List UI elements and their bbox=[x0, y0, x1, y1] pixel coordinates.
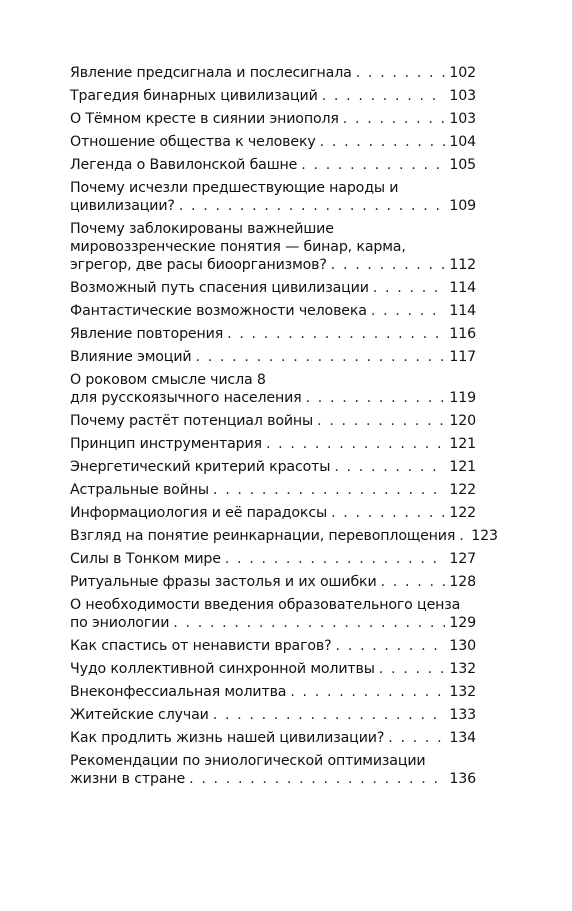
toc-entry-line bbox=[70, 527, 498, 545]
toc-entry-line bbox=[70, 412, 476, 430]
toc-page-number: 130 bbox=[449, 638, 476, 654]
toc-entry-title: Почему исчезли предшествующие народы и bbox=[70, 180, 399, 196]
toc-entry-title: жизни в стране bbox=[70, 771, 186, 787]
toc-entry-line bbox=[70, 573, 476, 591]
dot-leader bbox=[322, 87, 446, 105]
toc-entry-line bbox=[70, 133, 476, 151]
toc-entry-line bbox=[70, 389, 476, 407]
toc-entry-title: Отношение общества к человеку bbox=[70, 134, 316, 150]
toc-entry-title: Легенда о Вавилонской башне bbox=[70, 157, 298, 173]
toc-page-number: 122 bbox=[449, 505, 476, 521]
toc-entry bbox=[70, 550, 476, 568]
toc-entry-title: Информациология и её парадоксы bbox=[70, 505, 328, 521]
toc-entry-line bbox=[70, 279, 476, 297]
toc-entry-title: Возможный путь спасения цивилизации bbox=[70, 280, 369, 296]
toc-entry-title: Рекомендации по эниологической оптимизации bbox=[70, 753, 426, 769]
toc-entry-line bbox=[70, 637, 476, 655]
toc-entry-title: Принцип инструментария bbox=[70, 436, 262, 452]
dot-leader bbox=[320, 133, 446, 151]
toc-entry-title: Силы в Тонком мире bbox=[70, 551, 221, 567]
toc-entry-line bbox=[70, 156, 476, 174]
dot-leader bbox=[371, 302, 446, 320]
toc-entry-title: эгрегор, две расы биоорганизмов? bbox=[70, 257, 327, 273]
toc-entry-title: Внеконфессиальная молитва bbox=[70, 684, 287, 700]
toc-entry bbox=[70, 683, 476, 701]
toc-page-number: 129 bbox=[449, 615, 476, 631]
toc-page-number: 116 bbox=[449, 326, 476, 342]
toc-entry-title: мировоззренческие понятия — бинар, карма, bbox=[70, 239, 406, 255]
dot-leader bbox=[343, 110, 446, 128]
toc-entry-title: О Тёмном кресте в сиянии эниополя bbox=[70, 111, 339, 127]
toc-entry-line bbox=[70, 371, 476, 389]
toc-entry-line bbox=[70, 770, 476, 788]
toc-page-number: 102 bbox=[449, 65, 476, 81]
toc-entry bbox=[70, 660, 476, 678]
toc-entry bbox=[70, 706, 476, 724]
table-of-contents bbox=[70, 64, 498, 788]
dot-leader bbox=[306, 389, 446, 407]
toc-entry bbox=[70, 481, 476, 499]
toc-page-number: 114 bbox=[449, 303, 476, 319]
dot-leader bbox=[381, 573, 446, 591]
toc-entry-line bbox=[70, 550, 476, 568]
dot-leader bbox=[213, 481, 445, 499]
dot-leader bbox=[336, 637, 446, 655]
toc-entry-title: Чудо коллективной синхронной молитвы bbox=[70, 661, 375, 677]
toc-entry-title: Почему растёт потенциал войны bbox=[70, 413, 314, 429]
toc-entry bbox=[70, 412, 476, 430]
toc-entry-title: Почему заблокированы важнейшие bbox=[70, 221, 334, 237]
toc-entry-line bbox=[70, 660, 476, 678]
toc-entry bbox=[70, 752, 476, 788]
toc-entry-line bbox=[70, 325, 476, 343]
dot-leader bbox=[317, 412, 445, 430]
toc-entry bbox=[70, 596, 476, 632]
toc-entry-title: Явление повторения bbox=[70, 326, 224, 342]
toc-page-number: 133 bbox=[449, 707, 476, 723]
toc-entry bbox=[70, 729, 476, 747]
toc-page-number: 114 bbox=[449, 280, 476, 296]
toc-page-number: 103 bbox=[449, 111, 476, 127]
toc-page-number: 132 bbox=[449, 684, 476, 700]
toc-entry bbox=[70, 527, 498, 545]
dot-leader bbox=[388, 729, 445, 747]
toc-page-number: 132 bbox=[449, 661, 476, 677]
toc-page-number: 123 bbox=[471, 528, 498, 544]
dot-leader bbox=[459, 527, 467, 545]
dot-leader bbox=[195, 348, 445, 366]
toc-page-number: 109 bbox=[449, 198, 476, 214]
toc-page-number: 120 bbox=[449, 413, 476, 429]
dot-leader bbox=[266, 435, 445, 453]
toc-page-number: 104 bbox=[449, 134, 476, 150]
toc-entry-line bbox=[70, 729, 476, 747]
toc-entry-title: цивилизации? bbox=[70, 198, 175, 214]
dot-leader bbox=[225, 550, 446, 568]
toc-entry bbox=[70, 637, 476, 655]
toc-entry-line bbox=[70, 256, 476, 274]
toc-entry-line bbox=[70, 596, 476, 614]
toc-entry bbox=[70, 504, 476, 522]
toc-entry bbox=[70, 302, 476, 320]
dot-leader bbox=[331, 504, 445, 522]
toc-entry-line bbox=[70, 614, 476, 632]
toc-entry-title: Ритуальные фразы застолья и их ошибки bbox=[70, 574, 377, 590]
toc-page-number: 112 bbox=[449, 257, 476, 273]
dot-leader bbox=[290, 683, 445, 701]
toc-entry-line bbox=[70, 220, 476, 238]
toc-entry-line bbox=[70, 752, 476, 770]
toc-page-number: 136 bbox=[449, 771, 476, 787]
toc-entry-title: О роковом смысле числа 8 bbox=[70, 372, 266, 388]
toc-page-number: 134 bbox=[449, 730, 476, 746]
dot-leader bbox=[179, 197, 446, 215]
toc-entry bbox=[70, 325, 476, 343]
toc-entry bbox=[70, 220, 476, 274]
toc-entry-title: Энергетический критерий красоты bbox=[70, 459, 331, 475]
dot-leader bbox=[301, 156, 445, 174]
toc-entry-title: Фантастические возможности человека bbox=[70, 303, 367, 319]
toc-entry-title: Как спастись от ненависти врагов? bbox=[70, 638, 332, 654]
toc-entry-line bbox=[70, 435, 476, 453]
dot-leader bbox=[189, 770, 445, 788]
toc-entry-line bbox=[70, 504, 476, 522]
dot-leader bbox=[331, 256, 446, 274]
toc-entry-title: Влияние эмоций bbox=[70, 349, 192, 365]
toc-page-number: 127 bbox=[449, 551, 476, 567]
dot-leader bbox=[379, 660, 446, 678]
toc-page-number: 117 bbox=[449, 349, 476, 365]
dot-leader bbox=[173, 614, 445, 632]
toc-entry bbox=[70, 573, 476, 591]
toc-entry-line bbox=[70, 87, 476, 105]
toc-page-number: 128 bbox=[449, 574, 476, 590]
toc-page-number: 105 bbox=[449, 157, 476, 173]
dot-leader bbox=[373, 279, 446, 297]
dot-leader bbox=[227, 325, 445, 343]
toc-entry bbox=[70, 458, 476, 476]
toc-entry bbox=[70, 87, 476, 105]
toc-entry-title: О необходимости введения образовательного ценза bbox=[70, 597, 461, 613]
toc-page-number: 103 bbox=[449, 88, 476, 104]
toc-entry bbox=[70, 64, 476, 82]
toc-entry-line bbox=[70, 64, 476, 82]
toc-entry-title: Как продлить жизнь нашей цивилизации? bbox=[70, 730, 385, 746]
toc-entry bbox=[70, 179, 476, 215]
toc-entry bbox=[70, 110, 476, 128]
toc-entry-line bbox=[70, 706, 476, 724]
toc-entry bbox=[70, 371, 476, 407]
toc-entry-line bbox=[70, 458, 476, 476]
toc-entry-title: Житейские случаи bbox=[70, 707, 209, 723]
toc-entry bbox=[70, 348, 476, 366]
toc-entry-line bbox=[70, 238, 476, 256]
toc-entry-title: по эниологии bbox=[70, 615, 170, 631]
toc-entry-line bbox=[70, 481, 476, 499]
toc-page-number: 119 bbox=[449, 390, 476, 406]
toc-entry bbox=[70, 156, 476, 174]
toc-entry-line bbox=[70, 348, 476, 366]
toc-entry-title: Взгляд на понятие реинкарнации, перевоплощения bbox=[70, 528, 456, 544]
toc-entry-line bbox=[70, 110, 476, 128]
toc-entry bbox=[70, 279, 476, 297]
toc-entry-title: Явление предсигнала и послесигнала bbox=[70, 65, 352, 81]
toc-entry-title: для русскоязычного населения bbox=[70, 390, 302, 406]
toc-entry bbox=[70, 435, 476, 453]
dot-leader bbox=[213, 706, 446, 724]
toc-page-number: 121 bbox=[449, 436, 476, 452]
toc-page-number: 121 bbox=[449, 459, 476, 475]
toc-page-number: 122 bbox=[449, 482, 476, 498]
toc-entry bbox=[70, 133, 476, 151]
dot-leader bbox=[356, 64, 446, 82]
toc-entry-title: Трагедия бинарных цивилизаций bbox=[70, 88, 318, 104]
toc-entry-line bbox=[70, 197, 476, 215]
toc-entry-line bbox=[70, 302, 476, 320]
dot-leader bbox=[334, 458, 445, 476]
toc-entry-line bbox=[70, 179, 476, 197]
toc-entry-title: Астральные войны bbox=[70, 482, 209, 498]
toc-entry-line bbox=[70, 683, 476, 701]
